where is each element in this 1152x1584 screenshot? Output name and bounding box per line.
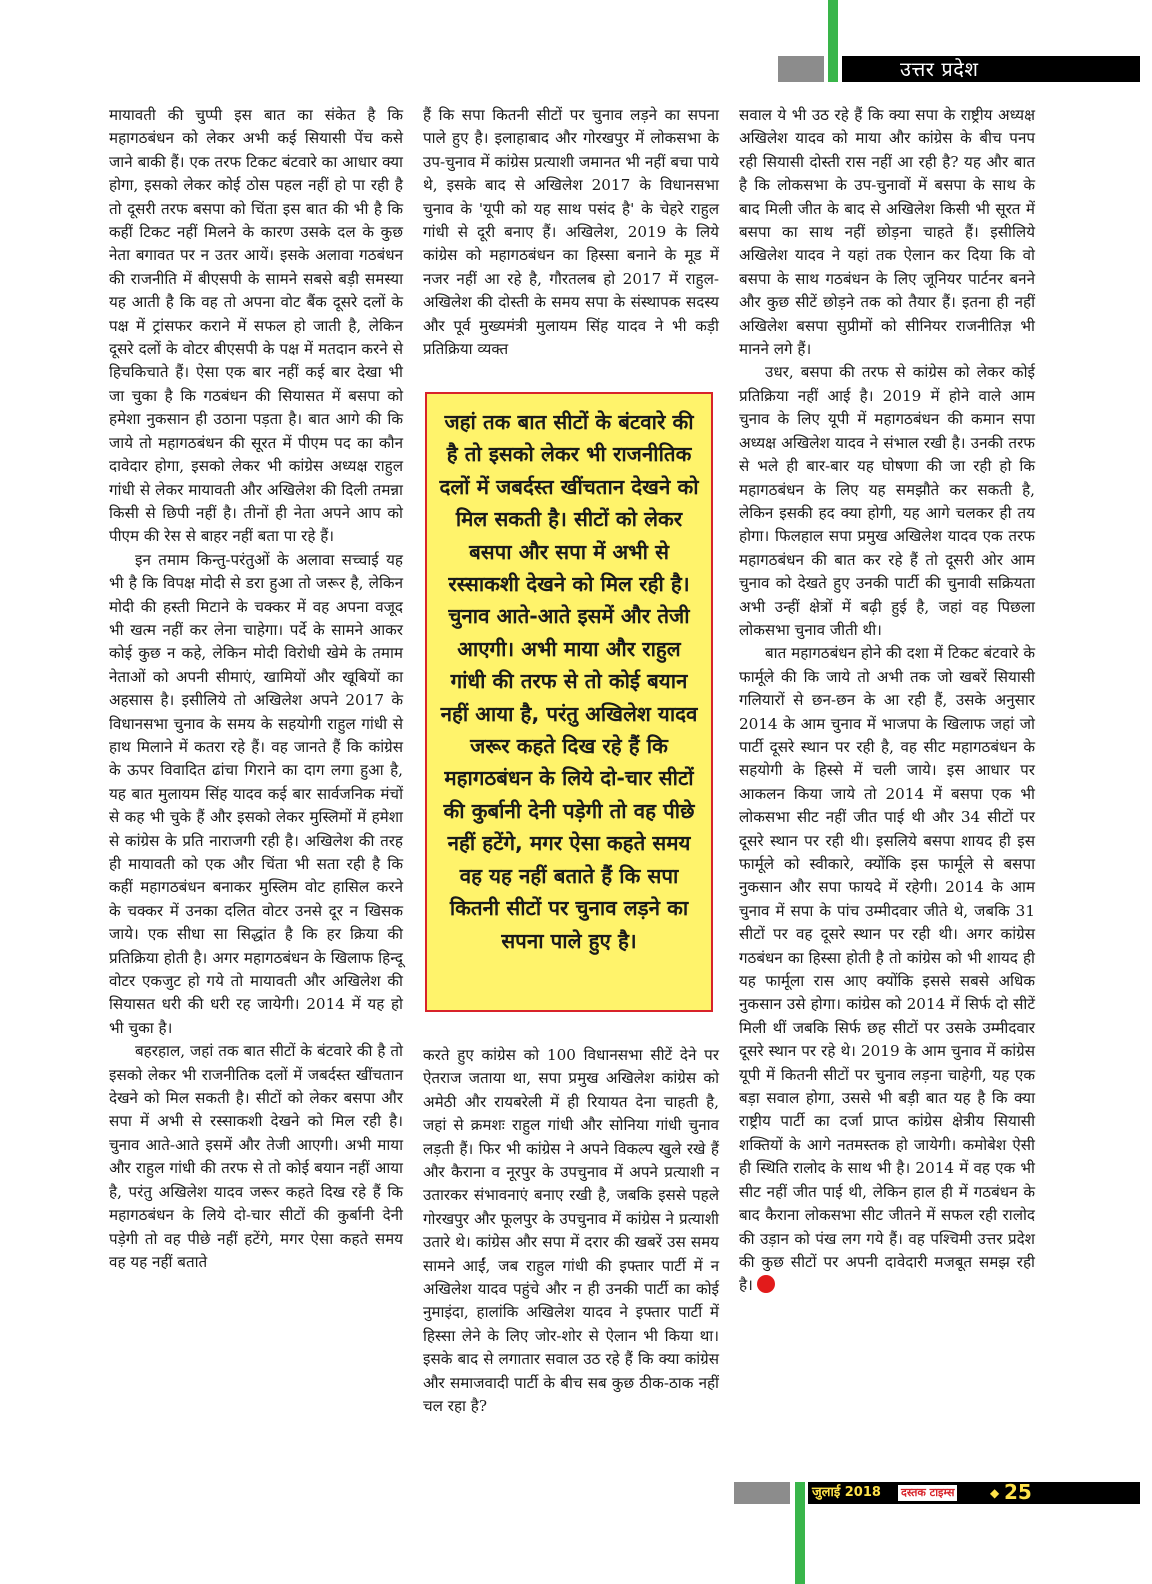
section-band: [842, 56, 1140, 82]
paragraph: उधर, बसपा की तरफ से कांग्रेस को लेकर कोई प्रतिक्रिया नहीं आई है। 2019 में होने वाले आम चुनाव के लिए यूपी में महागठबंधन की कमान सपा अध्यक्ष अखिलेश यादव ने संभाल रखी है। उनकी तरफ से भले ही बार-बार यह घोषणा की जा रही हो कि महागठबंधन के लिए यह समझौते कर सकती है, लेकिन इसकी हद क्या होगी, यह आगे चलकर ही तय होगा। फिलहाल सपा प्रमुख अखिलेश यादव एक तरफ महागठबंधन की बात कर रहे हैं तो दूसरी ओर आम चुनाव को देखते हुए उनकी पार्टी की चुनावी सक्रियता अभी उन्हीं क्षेत्रों में बढ़ी हुई है, जहां वह पिछला लोकसभा चुनाव जीती थी।: [739, 363, 1035, 639]
end-of-article-dot-icon: [757, 1275, 775, 1293]
article-column-1: [109, 104, 403, 1274]
header-green-bar: [828, 0, 838, 82]
footer-grey-tab: [734, 1482, 790, 1504]
paragraph: हैं कि सपा कितनी सीटों पर चुनाव लड़ने का सपना पाले हुए है। इलाहाबाद और गोरखपुर में लोकसभा के उप-चुनाव में कांग्रेस प्रत्याशी जमानत भी नहीं बचा पाये थे, इसके बाद से अखिलेश 2017 के विधानसभा चुनाव के 'यूपी को यह साथ पसंद है' के चेहरे राहुल गांधी से दूरी बनाए हैं। अखिलेश, 2019 के लिये कांग्रेस को महागठबंधन का हिस्सा बनाने के मूड में नजर नहीं आ रहे है, गौरतलब हो 2017 में राहुल-अखिलेश की दोस्ती के समय सपा के संस्थापक सदस्य और पूर्व मुख्यमंत्री मुलायम सिंह यादव ने भी कड़ी प्रतिक्रिया व्यक्त: [423, 106, 719, 359]
pull-quote-text: जहां तक बात सीटों के बंटवारे की है तो इसको लेकर भी राजनीतिक दलों में जबर्दस्त खींचतान देखने को मिल सकती है। सीटों को लेकर बसपा और सपा में अभी से रस्साकशी देखने को मिल रही है। चुनाव आते-आते इसमें और तेजी आएगी। अभी माया और राहुल गांधी की तरफ से तो कोई बयान नहीं आया है, परंतु अखिलेश यादव जरूर कहते दिख रहे हैं कि महागठबंधन के लिये दो-चार सीटों की कुर्बानी देनी पड़ेगी तो वह पीछे नहीं हटेंगे, मगर ऐसा कहते समय वह यह नहीं बताते हैं कि सपा कितनी सीटों पर चुनाव लड़ने का सपना पाले हुए है।: [439, 410, 699, 953]
page-number: 25: [1004, 1480, 1032, 1504]
article-column-3: [739, 104, 1035, 1298]
pull-quote: [425, 392, 713, 1012]
section-title: उत्तर प्रदेश: [900, 57, 979, 81]
issue-date: जुलाई 2018: [812, 1485, 881, 1500]
paragraph: [739, 642, 1035, 1297]
article-column-2-top: [423, 104, 719, 361]
paragraph-text: बात महागठबंधन होने की दशा में टिकट बंटवारे के फार्मूले की कि जाये तो अभी तक जो खबरें सियासी गलियारों से छन-छन के आ रही हैं, उसके अनुसार 2014 के आम चुनाव में भाजपा के खिलाफ जहां जो पार्टी दूसरे स्थान पर रही है, वह सीट महागठबंधन के सहयोगी के हिस्से में चली जाये। इस आधार पर आकलन किया जाये तो 2014 में बसपा एक भी लोकसभा सीट नहीं जीत पाई थी और 34 सीटों पर दूसरे स्थान पर रही थी। इसलिये बसपा शायद ही इस फार्मूले को स्वीकारे, क्योंकि इस फार्मूले से बसपा नुकसान और सपा फायदे में रहेगी। 2014 के आम चुनाव में सपा के पांच उम्मीदवार जीते थे, जबकि 31 सीटों पर वह दूसरे स्थान पर रही थी। अगर कांग्रेस गठबंधन का हिस्सा होती है तो कांग्रेस को भी शायद ही यह फार्मूला रास आए क्योंकि इससे सबसे अधिक नुकसान उसे होगा। कांग्रेस को 2014 में सिर्फ दो सीटें मिली थीं जबकि सिर्फ छह सीटों पर उसके उम्मीदवार दूसरे स्थान पर रहे थे। 2019 के आम चुनाव में कांग्रेस यूपी में कितनी सीटों पर चुनाव लड़ना चाहेगी, यह एक बड़ा सवाल होगा, उससे भी बड़ी बात यह है कि क्या राष्ट्रीय पार्टी का दर्जा प्राप्त कांग्रेस क्षेत्रीय सियासी शक्तियों के आगे नतमस्तक हो जायेगी। कमोबेश ऐसी ही स्थिति रालोद के साथ भी है। 2014 में वह एक भी सीट नहीं जीत पाई थी, लेकिन हाल ही में गठबंधन के बाद कैराना लोकसभा सीट जीतने में सफल रही रालोद की उड़ान को पंख लग गये हैं। वह पश्चिमी उत्तर प्रदेश की कुछ सीटों पर अपनी दावेदारी मजबूत समझ रही है।: [739, 644, 1035, 1295]
magazine-logo: दस्तक टाइम्स: [898, 1485, 957, 1501]
paragraph: करते हुए कांग्रेस को 100 विधानसभा सीटें देने पर ऐतराज जताया था, सपा प्रमुख अखिलेश कांग्रेस को अमेठी और रायबरेली में ही रियायत देना चाहती है, जहां से क्रमशः राहुल गांधी और सोनिया गांधी चुनाव लड़ती हैं। फिर भी कांग्रेस ने अपने विकल्प खुले रखे हैं और कैराना व नूरपुर के उपचुनाव में अपने प्रत्याशी न उतारकर संभावनाएं बनाए रखी है, जबकि इससे पहले गोरखपुर और फूलपुर के उपचुनाव में कांग्रेस ने प्रत्याशी उतारे थे। कांग्रेस और सपा में दरार की खबरें उस समय सामने आईं, जब राहुल गांधी की इफ्तार पार्टी में न अखिलेश यादव पहुंचे और न ही उनकी पार्टी का कोई नुमाइंदा, हालांकि अखिलेश यादव ने इफ्तार पार्टी में हिस्सा लेने के लिए जोर-शोर से ऐलान भी किया था। इसके बाद से लगातार सवाल उठ रहे हैं कि क्या कांग्रेस और समाजवादी पार्टी के बीच सब कुछ ठीक-ठाक नहीं चल रहा है?: [423, 1046, 719, 1416]
paragraph: सवाल ये भी उठ रहे हैं कि क्या सपा के राष्ट्रीय अध्यक्ष अखिलेश यादव को माया और कांग्रेस के बीच पनप रही सियासी दोस्ती रास नहीं आ रही है? यह और बात है कि लोकसभा के उप-चुनावों में बसपा के साथ के बाद मिली जीत के बाद से अखिलेश किसी भी सूरत में बसपा का साथ नहीं छोड़ना चाहते हैं। इसीलिये अखिलेश यादव ने यहां तक ऐलान कर दिया कि वो बसपा के साथ गठबंधन के लिए जूनियर पार्टनर बनने और कुछ सीटें छोड़ने तक को तैयार हैं। इतना ही नहीं अखिलेश बसपा सुप्रीमों को सीनियर राजनीतिज्ञ भी मानने लगे हैं।: [739, 106, 1035, 359]
article-column-2-bottom: [423, 1044, 719, 1419]
footer-green-bar: [795, 1482, 805, 1584]
footer-separator-icon: ◆: [990, 1486, 1000, 1500]
paragraph: बहरहाल, जहां तक बात सीटों के बंटवारे की है तो इसको लेकर भी राजनीतिक दलों में जबर्दस्त खींचतान देखने को मिल सकती है। सीटों को लेकर बसपा और सपा में अभी से रस्साकशी देखने को मिल रही है। चुनाव आते-आते इसमें और तेजी आएगी। अभी माया और राहुल गांधी की तरफ से तो कोई बयान नहीं आया है, परंतु अखिलेश यादव जरूर कहते दिख रहे हैं कि महागठबंधन के लिये दो-चार सीटों की कुर्बानी देनी पड़ेगी तो वह पीछे नहीं हटेंगे, मगर ऐसा कहते समय वह यह नहीं बताते: [109, 1042, 403, 1271]
paragraph: इन तमाम किन्तु-परंतुओं के अलावा सच्चाई यह भी है कि विपक्ष मोदी से डरा हुआ तो जरूर है, लेकिन मोदी की हस्ती मिटाने के चक्कर में वह अपना वजूद भी खत्म नहीं कर लेना चाहेगा। पर्दे के सामने आकर कोई कुछ न कहे, लेकिन मोदी विरोधी खेमे के तमाम नेताओं को अपनी सीमाएं, खामियों और खूबियों का अहसास है। इसीलिये तो अखिलेश अपने 2017 के विधानसभा चुनाव के समय के सहयोगी राहुल गांधी से हाथ मिलाने में कतरा रहे हैं। वह जानते हैं कि कांग्रेस के ऊपर विवादित ढांचा गिराने का दाग लगा हुआ है, यह बात मुलायम सिंह यादव कई बार सार्वजनिक मंचों से कह भी चुके हैं और इसको लेकर मुस्लिमों में हमेशा से कांग्रेस के प्रति नाराजगी रही है। अखिलेश की तरह ही मायावती को एक और चिंता भी सता रही है कि कहीं महागठबंधन बनाकर मुस्लिम वोट हासिल करने के चक्कर में उनका दलित वोटर उनसे दूर न खिसक जाये। एक सीधा सा सिद्धांत है कि हर क्रिया की प्रतिक्रिया होती है। अगर महागठबंधन के खिलाफ हिन्दू वोटर एकजुट हो गये तो मायावती और अखिलेश की सियासत धरी की धरी रह जायेगी। 2014 में यह हो भी चुका है।: [109, 550, 403, 1037]
header-grey-tab: [778, 56, 824, 82]
paragraph: मायावती की चुप्पी इस बात का संकेत है कि महागठबंधन को लेकर अभी कई सियासी पेंच कसे जाने बाकी हैं। एक तरफ टिकट बंटवारे का आधार क्या होगा, इसको लेकर कोई ठोस पहल नहीं हो पा रही है तो दूसरी तरफ बसपा को चिंता इस बात की भी है कि कहीं टिकट नहीं मिलने के कारण उसके दल के कुछ नेता बगावत पर न उतर आयें। इसके अलावा गठबंधन की राजनीति में बीएसपी के सामने सबसे बड़ी समस्या यह आती है कि वह तो अपना वोट बैंक दूसरे दलों के पक्ष में ट्रांसफर कराने में सफल हो जाती है, लेकिन दूसरे दलों के वोटर बीएसपी के पक्ष में मतदान करने से हिचकिचाते हैं। ऐसा एक बार नहीं कई बार देखा भी जा चुका है कि गठबंधन की सियासत में बसपा को हमेशा नुकसान ही उठाना पड़ता है। बात आगे की कि जाये तो महागठबंधन की सूरत में पीएम पद का कौन दावेदार होगा, इसको लेकर भी कांग्रेस अध्यक्ष राहुल गांधी से लेकर मायावती और अखिलेश की दिली तमन्ना किसी से छिपी नहीं है। तीनों ही नेता अपने आप को पीएम की रेस से बाहर नहीं बता पा रहे हैं।: [109, 106, 403, 546]
